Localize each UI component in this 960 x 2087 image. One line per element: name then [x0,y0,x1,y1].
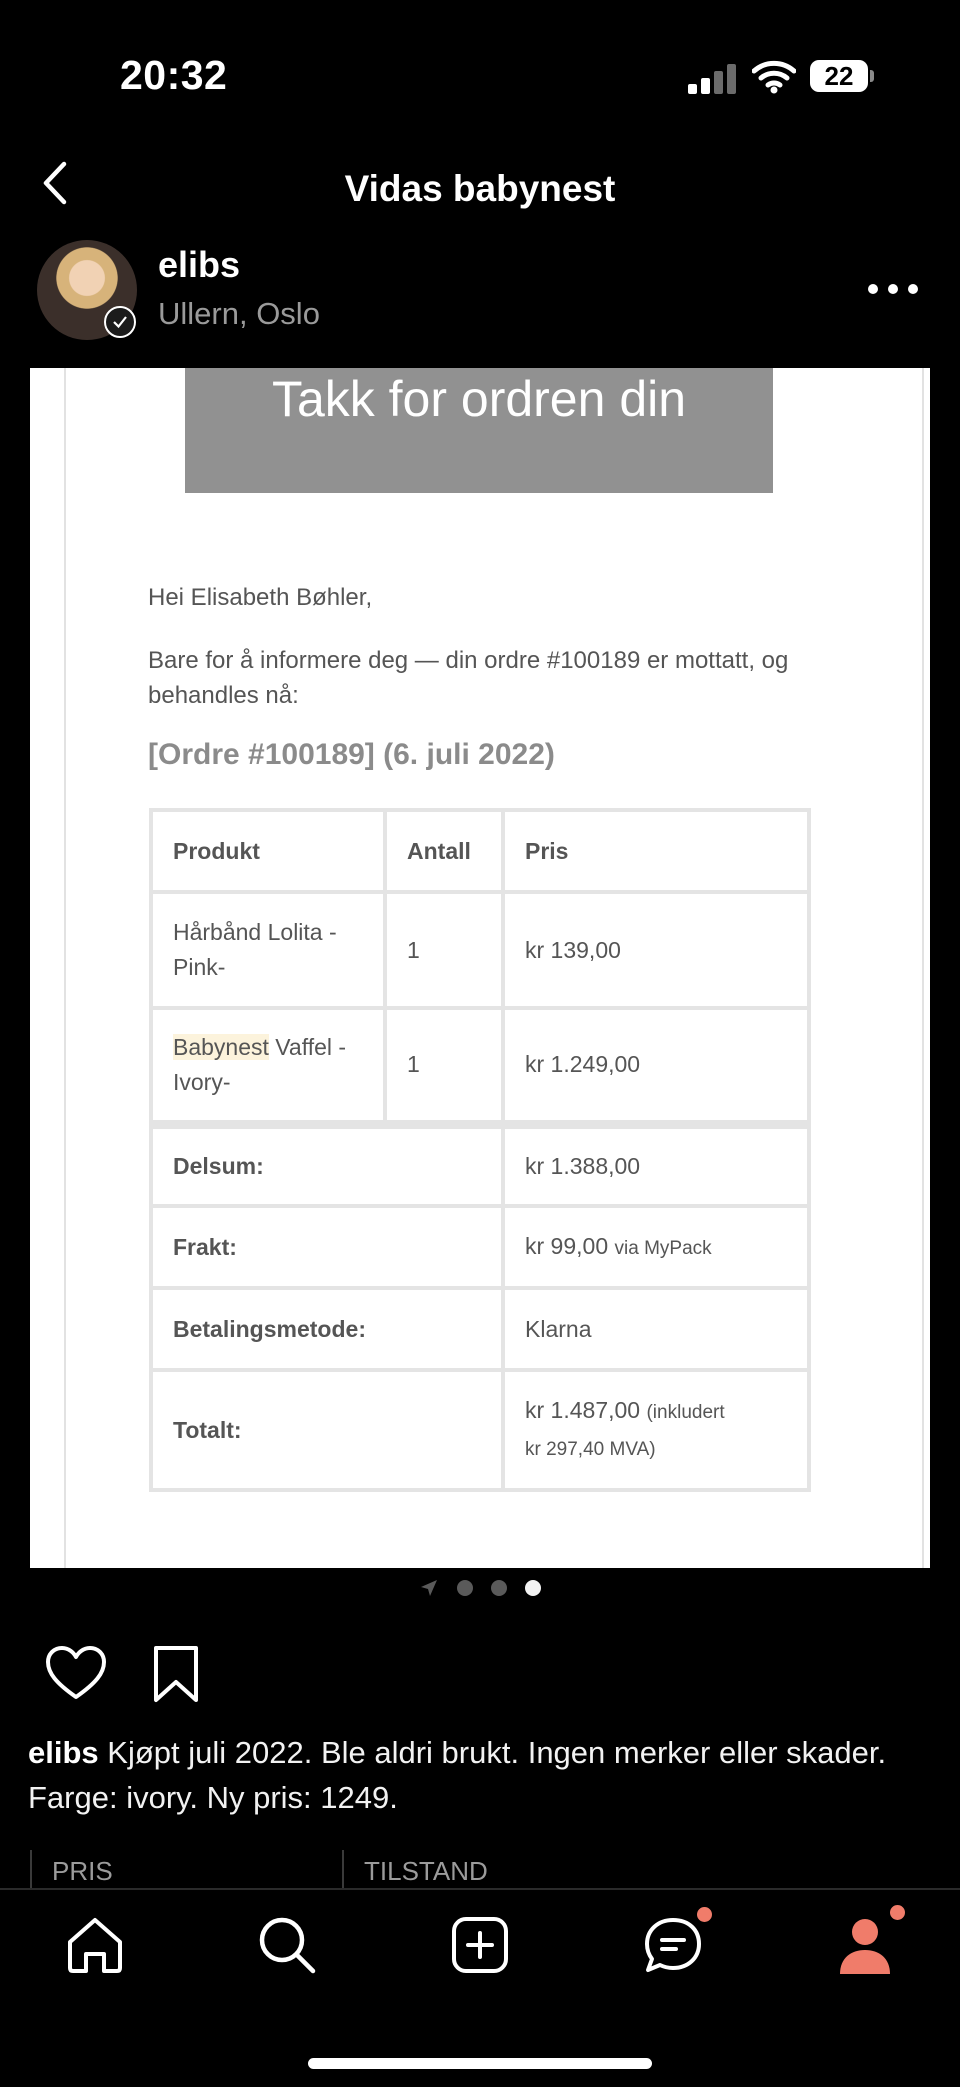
battery-indicator: 22 [810,60,868,92]
profile-icon [834,1914,896,1976]
total-vat: kr 297,40 MVA) [525,1439,656,1460]
total-label: Totalt: [151,1370,503,1490]
post-caption [28,1730,928,1820]
payment-value: Klarna [503,1288,809,1370]
post-image[interactable] [30,368,930,1568]
total-amount: kr 1.487,00 [525,1397,641,1423]
subtotal-row [151,1124,809,1206]
highlighted-word: Babynest [173,1033,269,1060]
payment-row [151,1288,809,1370]
battery-cap [870,70,874,82]
status-time: 20:32 [120,52,228,98]
shipping-note: via MyPack [614,1237,712,1259]
location[interactable]: Ullern, Oslo [158,296,320,331]
tab-home[interactable] [60,1910,130,1980]
total-row [151,1370,809,1490]
item-product: Hårbånd Lolita -Pink- [151,892,385,1008]
header-qty: Antall [385,810,503,892]
total-note: (inkludert [646,1402,725,1423]
divider [0,1888,960,1890]
more-options-icon[interactable] [868,284,918,296]
table-row [151,1008,809,1124]
tab-messages[interactable] [638,1910,708,1980]
shipping-amount: kr 99,00 [525,1232,609,1259]
order-table [149,808,811,1492]
shipping-label: Frakt: [151,1206,503,1288]
payment-label: Betalingsmetode: [151,1288,503,1370]
home-icon [64,1914,126,1976]
order-heading: [Ordre #100189] (6. juli 2022) [148,738,555,771]
item-product-rest: Vaffel -Ivory- [173,1033,347,1095]
total-value [503,1370,809,1490]
bookmark-icon[interactable] [150,1644,202,1704]
wifi-icon [752,58,796,94]
carousel-indicator[interactable] [0,1578,960,1598]
item-qty: 1 [385,892,503,1008]
carousel-dot[interactable] [457,1580,473,1596]
tab-profile[interactable] [830,1910,900,1980]
cellular-signal-icon [688,62,736,94]
table-row [151,892,809,1008]
username[interactable]: elibs [158,244,241,285]
email-greeting: Hei Elisabeth Bøhler, [148,584,373,611]
tab-create[interactable] [445,1910,515,1980]
profile-notification-dot [890,1905,905,1920]
item-qty: 1 [385,1008,503,1124]
page-title: Vidas babynest [344,168,616,209]
item-price: kr 1.249,00 [503,1008,809,1124]
shipping-value [503,1206,809,1288]
chat-icon [642,1914,704,1976]
item-price: kr 139,00 [503,892,809,1008]
table-header-row [151,810,809,892]
tab-search[interactable] [252,1910,322,1980]
caption-username[interactable]: elibs [28,1735,99,1770]
subtotal-value: kr 1.388,00 [503,1124,809,1206]
header-product: Produkt [151,810,385,892]
subtotal-label: Delsum: [151,1124,503,1206]
messages-notification-dot [697,1907,712,1922]
location-arrow-icon [419,1578,439,1598]
heart-icon[interactable] [44,1644,108,1702]
price-label: PRIS [30,1850,113,1888]
email-banner: Takk for ordren din [185,368,773,493]
condition-label: TILSTAND [342,1850,488,1888]
caption-text: Kjøpt juli 2022. Ble aldri brukt. Ingen merker eller skader. Farge: ivory. Ny pris: 1249. [28,1735,887,1815]
add-post-icon [449,1914,511,1976]
search-icon [256,1914,318,1976]
shipping-row [151,1206,809,1288]
verified-check-icon [104,306,136,338]
carousel-dot[interactable] [491,1580,507,1596]
info-row [0,1850,960,1888]
carousel-dot-active[interactable] [525,1580,541,1596]
item-product [151,1008,385,1124]
email-intro: Bare for å informere deg — din ordre #100189 er mottatt, og behandles nå: [148,647,789,709]
home-indicator[interactable] [308,2058,652,2069]
header-price: Pris [503,810,809,892]
